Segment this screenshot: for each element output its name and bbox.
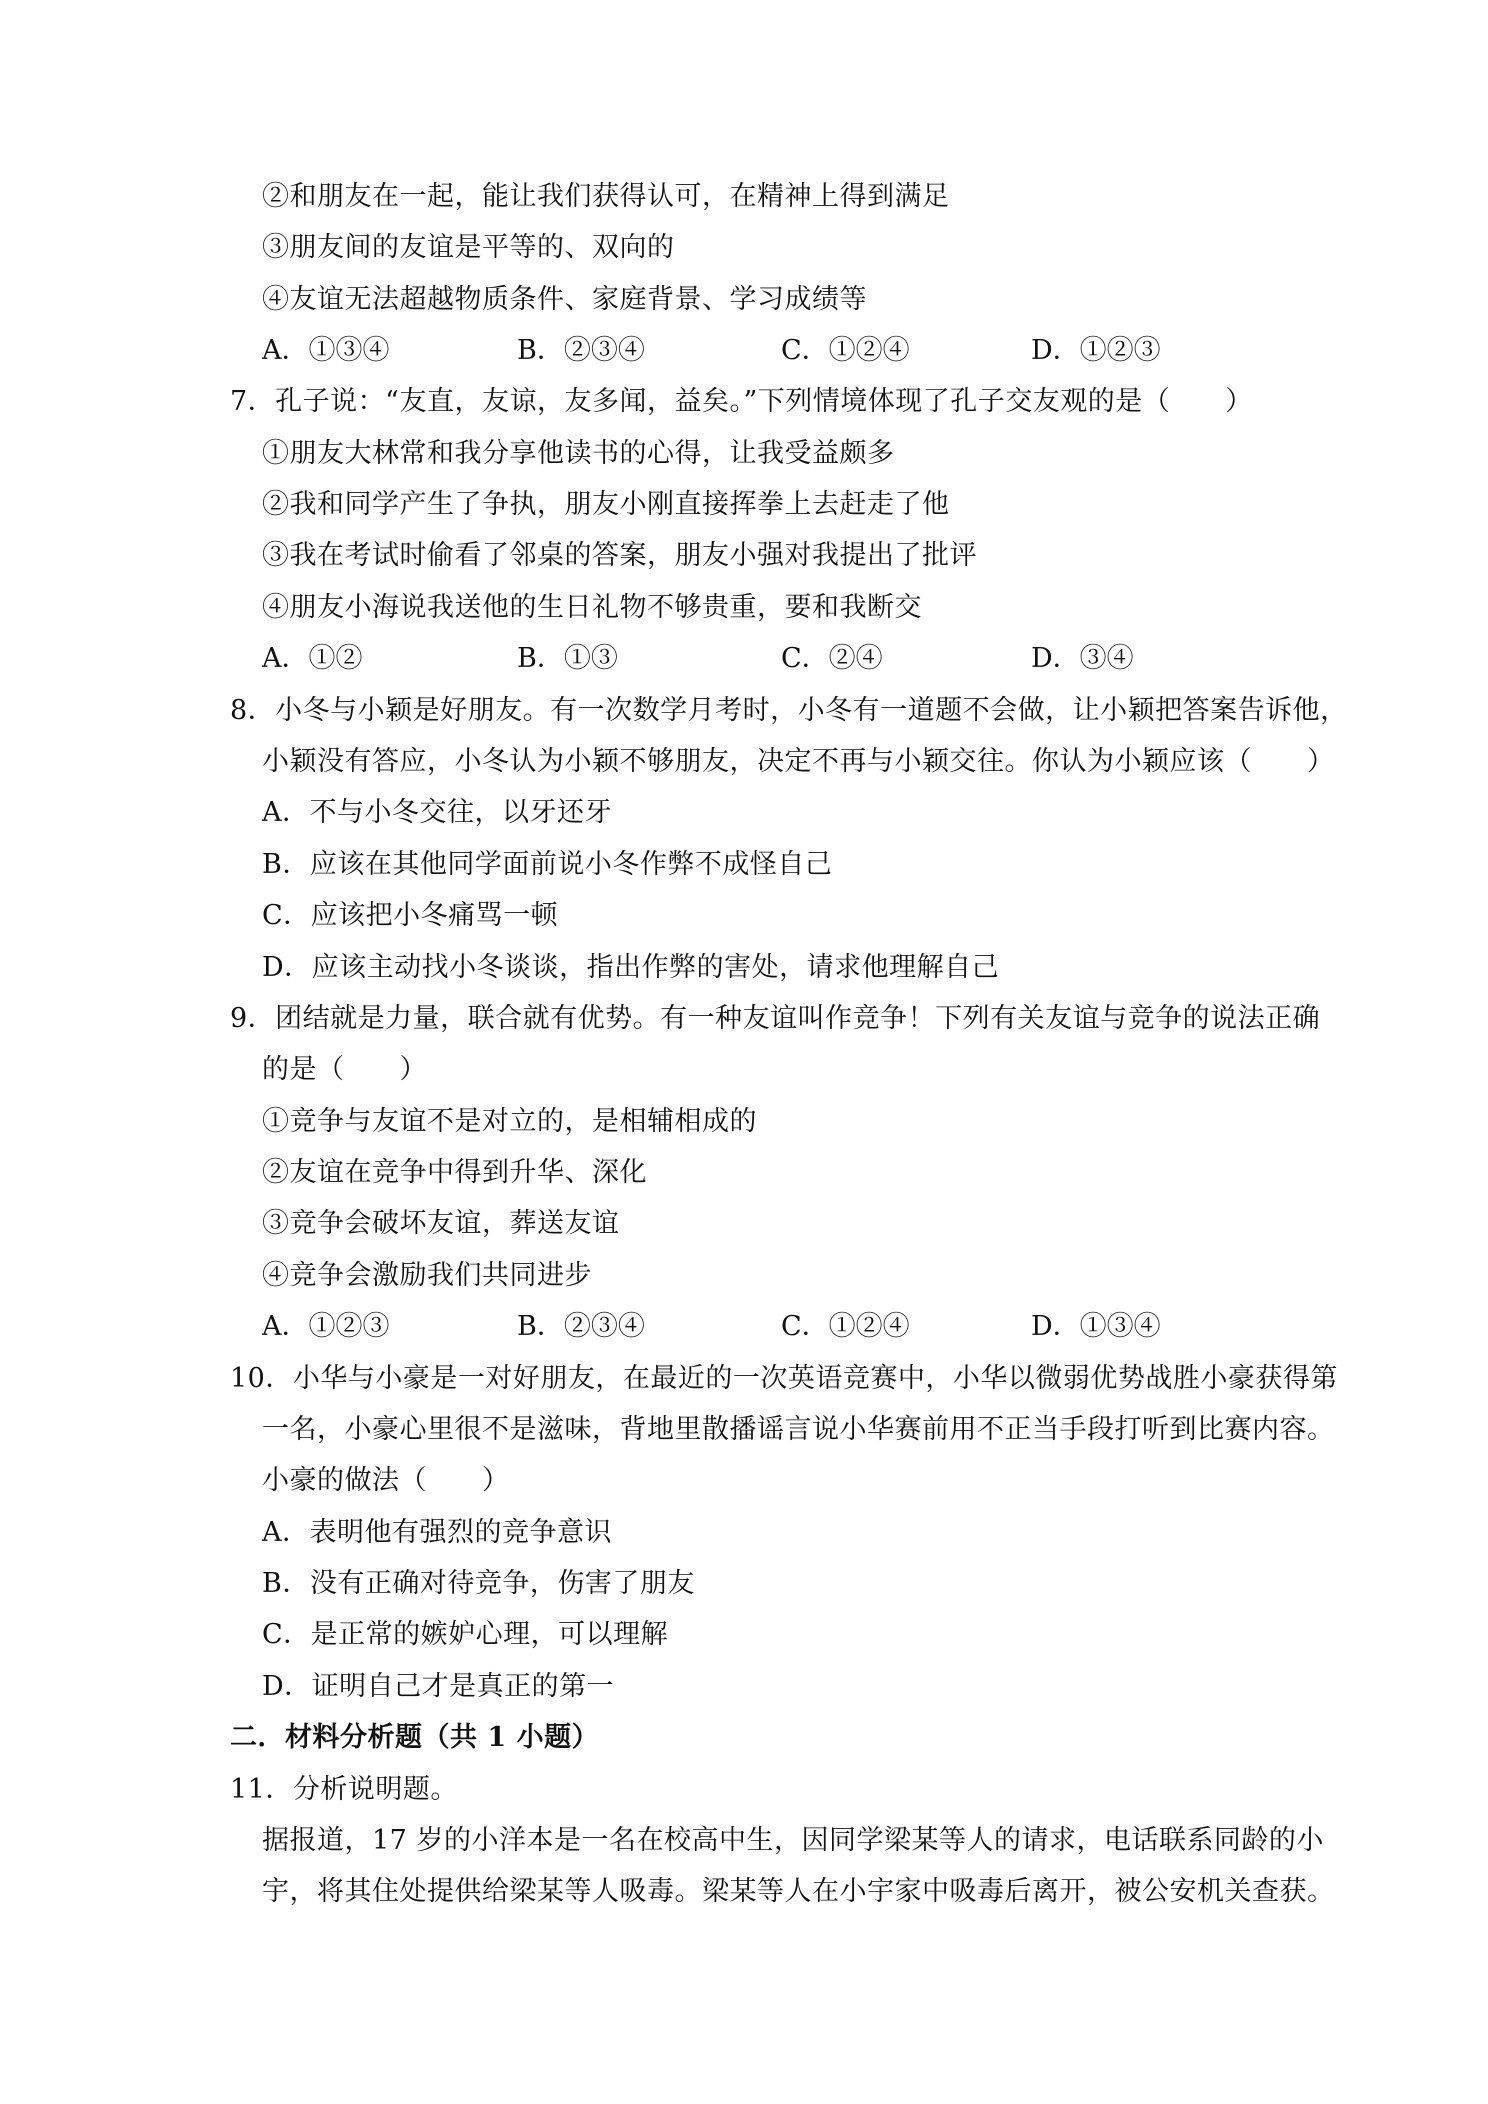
q11-paragraph-line1: 据报道，17 岁的小洋本是一名在校高中生，因同学梁某等人的请求，电话联系同龄的小 (262, 1825, 1324, 1856)
q9-stem-line1: 9．团结就是力量，联合就有优势。有一种友谊叫作竞争！下列有关友谊与竞争的说法正确 (230, 1003, 1321, 1034)
q10-option-d: D．证明自己才是真正的第一 (262, 1671, 615, 1702)
q7-option-c: C．②④ (781, 643, 883, 674)
q9-item-4: ④竞争会激励我们共同进步 (262, 1260, 592, 1291)
section-heading: 二．材料分析题（共 1 小题） (230, 1722, 600, 1753)
q9-option-c: C．①②④ (781, 1311, 910, 1342)
q7-option-a: A．①② (262, 643, 363, 674)
q9-option-d: D．①③④ (1031, 1311, 1161, 1342)
q7-option-d: D．③④ (1031, 643, 1134, 674)
q8-stem-line2: 小颖没有答应，小冬认为小颖不够朋友，决定不再与小颖交往。你认为小颖应该（ ） (262, 746, 1335, 777)
q7-item-4: ④朋友小海说我送他的生日礼物不够贵重，要和我断交 (262, 592, 922, 623)
q6-item-3: ③朋友间的友谊是平等的、双向的 (262, 232, 675, 263)
q6-option-d: D．①②③ (1031, 335, 1161, 366)
q6-item-4: ④友谊无法超越物质条件、家庭背景、学习成绩等 (262, 284, 867, 315)
q7-item-3: ③我在考试时偷看了邻桌的答案，朋友小强对我提出了批评 (262, 540, 977, 571)
q6-option-c: C．①②④ (781, 335, 910, 366)
q6-option-a: A．①③④ (262, 335, 390, 366)
q8-option-b: B．应该在其他同学面前说小冬作弊不成怪自己 (262, 849, 833, 880)
q11-stem: 11．分析说明题。 (230, 1774, 458, 1805)
q9-item-1: ①竞争与友谊不是对立的，是相辅相成的 (262, 1106, 757, 1137)
q10-option-b: B．没有正确对待竞争，伤害了朋友 (262, 1568, 695, 1599)
q8-option-d: D．应该主动找小冬谈谈，指出作弊的害处，请求他理解自己 (262, 952, 1000, 983)
q10-option-a: A．表明他有强烈的竞争意识 (262, 1517, 612, 1548)
q6-option-b: B．②③④ (517, 335, 645, 366)
q9-item-2: ②友谊在竞争中得到升华、深化 (262, 1157, 647, 1188)
q11-paragraph-line2: 宇，将其住处提供给梁某等人吸毒。梁某等人在小宇家中吸毒后离开，被公安机关查获。 (262, 1876, 1335, 1907)
q7-item-1: ①朋友大林常和我分享他读书的心得，让我受益颇多 (262, 438, 895, 469)
q10-option-c: C．是正常的嫉妒心理，可以理解 (262, 1619, 669, 1650)
q9-stem-line2: 的是（ ） (262, 1054, 427, 1085)
q9-item-3: ③竞争会破坏友谊，葬送友谊 (262, 1208, 620, 1239)
q9-option-b: B．②③④ (517, 1311, 645, 1342)
q10-stem-line1: 10．小华与小豪是一对好朋友，在最近的一次英语竞赛中，小华以微弱优势战胜小豪获得第 (230, 1363, 1338, 1394)
q8-stem-line1: 8．小冬与小颖是好朋友。有一次数学月考时，小冬有一道题不会做，让小颖把答案告诉他， (230, 695, 1348, 726)
q6-item-2: ②和朋友在一起，能让我们获得认可，在精神上得到满足 (262, 181, 950, 212)
q7-item-2: ②我和同学产生了争执，朋友小刚直接挥拳上去赶走了他 (262, 489, 950, 520)
q10-stem-line3: 小豪的做法（ ） (262, 1465, 510, 1496)
q10-stem-line2: 一名，小豪心里很不是滋味，背地里散播谣言说小华赛前用不正当手段打听到比赛内容。 (262, 1414, 1335, 1445)
q8-option-a: A．不与小冬交往，以牙还牙 (262, 797, 612, 828)
q8-option-c: C．应该把小冬痛骂一顿 (262, 900, 559, 931)
q7-stem: 7．孔子说：“友直，友谅，友多闻，益矣。”下列情境体现了孔子交友观的是（ ） (230, 386, 1253, 417)
q9-option-a: A．①②③ (262, 1311, 390, 1342)
q7-option-b: B．①③ (517, 643, 618, 674)
